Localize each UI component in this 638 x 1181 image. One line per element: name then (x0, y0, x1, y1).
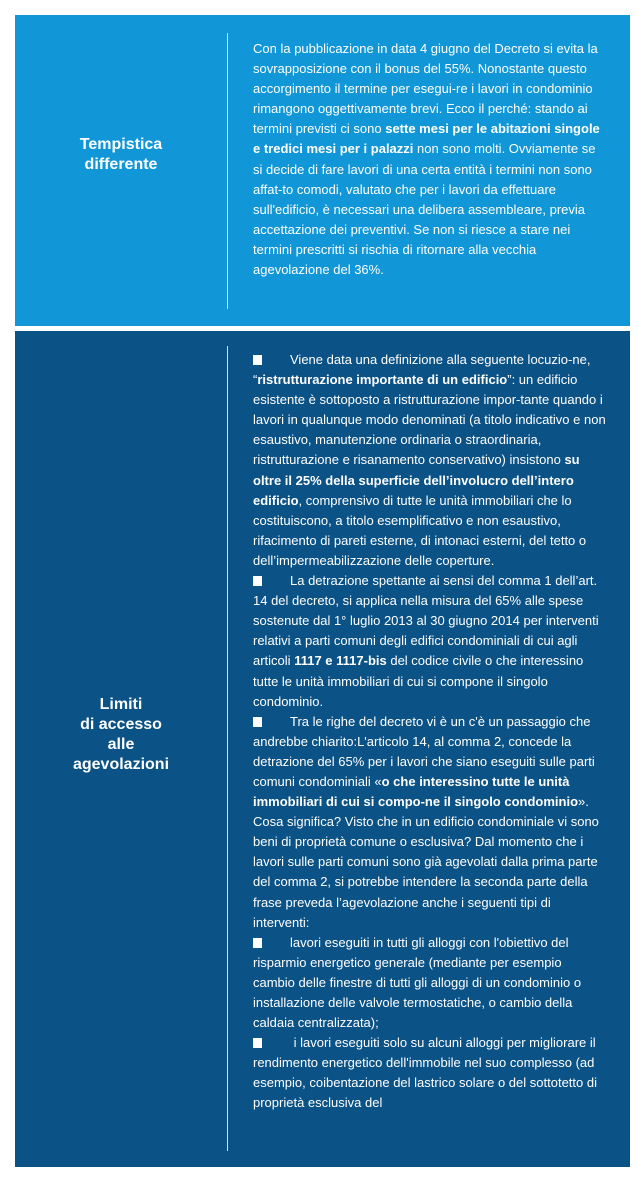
section-label: Limiti di accesso alle agevolazioni (72, 696, 170, 773)
bullet-paragraph: La detrazione spettante ai sensi del comma 1 dell’art. 14 del decreto, si applica nella misura del 65% alle spese sostenute dal 1° luglio 2013 al 30 giugno 2014 per interventi relativi a parti comuni degli edifici condominiali di cui agli articoli 1117 e 1117-bis del codice civile o che interessino tutte le unità immobiliari di cui si compone il singolo condominio. (253, 573, 599, 709)
section-limiti (15, 331, 630, 1167)
bullet-paragraph: Tra le righe del decreto vi è un c'è un passaggio che andrebbe chiarito:L'articolo 14, al comma 2, concede la detrazione del 65% per i lavori che siano eseguiti sulle parti comuni condominiali «o che interessino tutte le unità immobiliari di cui si compo-ne il singolo condominio». Cosa significa? Visto che in un edificio condominiale vi sono beni di proprietà comune o esclusiva? Dal momento che i lavori sulle parti comuni sono già agevolati dalla prima parte del comma 2, si potrebbe intendere la seconda parte della frase preveda l’agevolazione anche i seguenti tipi di interventi: (253, 713, 599, 930)
column-divider (227, 346, 228, 1151)
section-text (253, 39, 607, 280)
square-bullet-icon (253, 576, 262, 586)
square-bullet-icon (253, 1038, 262, 1048)
square-bullet-icon (253, 355, 262, 365)
square-bullet-icon (253, 938, 262, 948)
paragraph: Con la pubblicazione in data 4 giugno del Decreto si evita la sovrapposizione con il bonus del 55%. Nonostante questo accorgimento il termine per esegui-re i lavori in condominio rimangono oggettivamente brevi. Ecco il perché: stando ai termini previsti ci sono sette mesi per le abitazioni singole e tredici mesi per i palazzi non sono molti. Ovviamente se si decide di fare lavori di una certa entità i termini non sono affat-to comodi, valutato che per i lavori da effettuare sull'edificio, è necessari una delibera assembleare, previa accettazione dei preventivi. Se non si riesce a stare nei termini prescritti si rischia di ritornare alla vecchia agevolazione del 36%. (253, 41, 600, 278)
section-tempistica (15, 15, 630, 326)
section-text (253, 350, 607, 1114)
square-bullet-icon (253, 717, 262, 727)
column-divider (227, 33, 228, 309)
bullet-paragraph: i lavori eseguiti solo su alcuni alloggi per migliorare il rendimento energetico dell'immobile nel suo complesso (ad esempio, coibentazione del lastrico solare o del sottotetto di proprietà esclusiva del (253, 1035, 597, 1111)
section-label: Tempistica differente (79, 136, 163, 173)
bullet-paragraph: Viene data una definizione alla seguente locuzio-ne, “ristrutturazione importante di un edificio”: un edificio esistente è sottoposto a ristrutturazione impor-tante quando i lavori in qualunque modo denominati (a titolo indicativo e non esaustivo, manutenzione ordinaria o straordinaria, ristrutturazione e risanamento conservativo) insistono su oltre il 25% della superficie dell’involucro dell’intero edificio, comprensivo di tutte le unità immobiliari che lo costituiscono, a titolo esemplificativo e non esaustivo, rifacimento di pareti esterne, di intonaci esterni, del tetto o dell’impermeabilizzazione delle coperture. (253, 352, 606, 568)
bullet-paragraph: lavori eseguiti in tutti gli alloggi con l'obiettivo del risparmio energetico generale (mediante per esempio cambio delle finestre di tutti gli alloggi di un condominio o installazione delle valvole termostatiche, o cambio della caldaia centralizzata); (253, 934, 582, 1031)
